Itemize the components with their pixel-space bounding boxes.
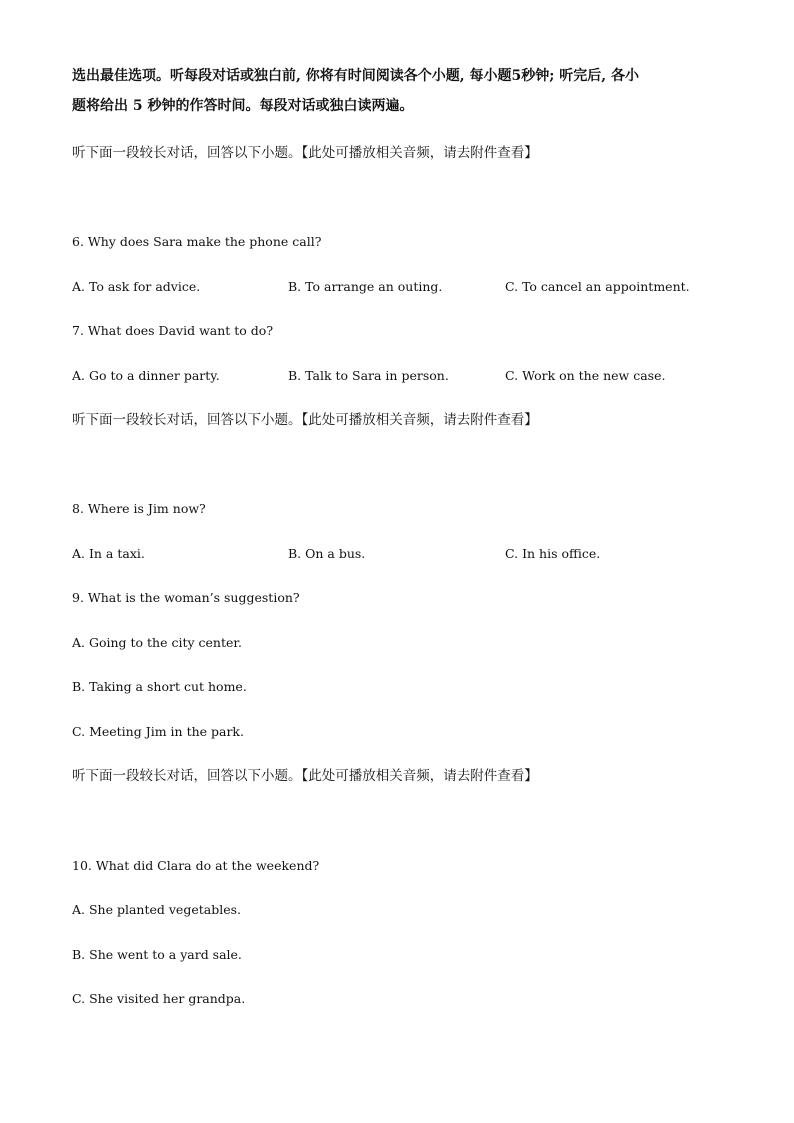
- question-7-option-b: B. Talk to Sara in person.: [288, 368, 449, 383]
- intro-line-1: 选出最佳选项。听每段对话或独白前, 你将有时间阅读各个小题, 每小题5秒钟; 听完后, 各小: [72, 68, 640, 84]
- question-9-option-c: C. Meeting Jim in the park.: [72, 724, 244, 739]
- question-8-option-c: C. In his office.: [505, 546, 601, 561]
- question-6-stem: 6. Why does Sara make the phone call?: [72, 234, 322, 249]
- question-10-option-a: A. She planted vegetables.: [72, 902, 241, 917]
- section-3-instruction: 听下面一段较长对话，回答以下小题。【此处可播放相关音频，请去附件查看】: [72, 768, 538, 784]
- question-8-option-b: B. On a bus.: [288, 546, 366, 561]
- question-6-option-c: C. To cancel an appointment.: [505, 279, 690, 294]
- intro-line-2: 题将给出 5 秒钟的作答时间。每段对话或独白读两遍。: [72, 98, 414, 114]
- question-10-stem: 10. What did Clara do at the weekend?: [72, 858, 320, 873]
- question-9-option-a: A. Going to the city center.: [72, 635, 242, 650]
- section-2-instruction: 听下面一段较长对话，回答以下小题。【此处可播放相关音频，请去附件查看】: [72, 412, 538, 428]
- question-6-option-b: B. To arrange an outing.: [288, 279, 443, 294]
- question-8-option-a: A. In a taxi.: [72, 546, 145, 561]
- question-7-option-a: A. Go to a dinner party.: [72, 368, 220, 383]
- section-1-instruction: 听下面一段较长对话，回答以下小题。【此处可播放相关音频，请去附件查看】: [72, 145, 538, 161]
- question-7-option-c: C. Work on the new case.: [505, 368, 666, 383]
- question-7-stem: 7. What does David want to do?: [72, 323, 274, 338]
- question-8-stem: 8. Where is Jim now?: [72, 501, 206, 516]
- question-9-option-b: B. Taking a short cut home.: [72, 679, 247, 694]
- question-10-option-b: B. She went to a yard sale.: [72, 947, 242, 962]
- question-9-stem: 9. What is the woman’s suggestion?: [72, 590, 300, 605]
- question-10-option-c: C. She visited her grandpa.: [72, 991, 246, 1006]
- question-6-option-a: A. To ask for advice.: [72, 279, 201, 294]
